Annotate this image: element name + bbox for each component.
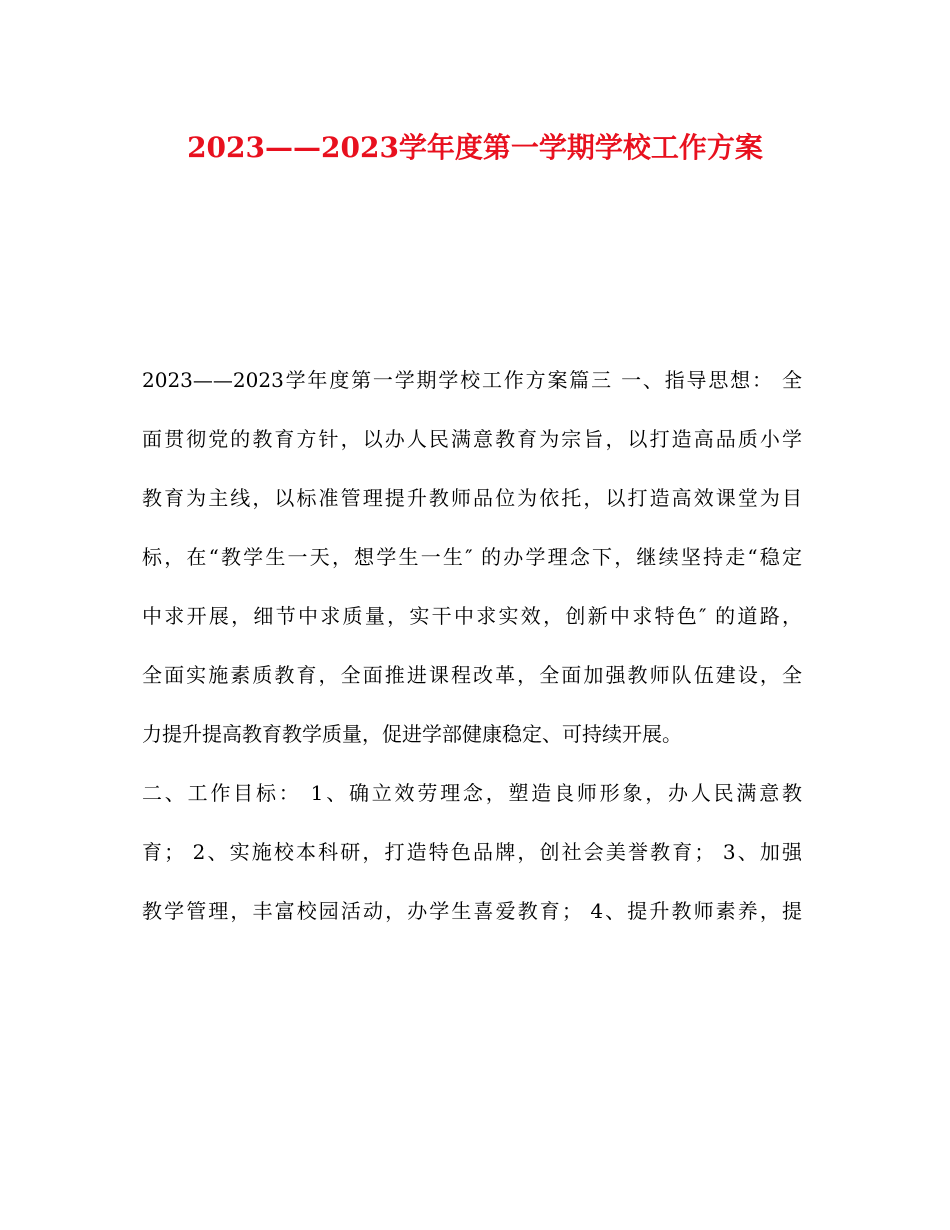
body-line: 全面实施素质教育，全面推进课程改革，全面加强教师队伍建设，全 xyxy=(142,663,802,687)
body-line: 育； 2、实施校本科研，打造特色品牌，创社会美誉教育； 3、加强 xyxy=(142,840,802,864)
body-line: 中求开展，细节中求质量，实干中求实效，创新中求特色″ 的道路， xyxy=(142,604,802,628)
body-line: 2023——2023学年度第一学期学校工作方案篇三 一、指导思想： 全 xyxy=(142,368,802,392)
body-line: 教学管理，丰富校园活动，办学生喜爱教育； 4、提升教师素养，提 xyxy=(142,899,802,923)
document-title: 2023——2023学年度第一学期学校工作方案 xyxy=(187,131,763,164)
document-body xyxy=(142,360,802,950)
body-line: 教育为主线，以标准管理提升教师品位为依托，以打造高效课堂为目 xyxy=(142,486,802,510)
body-line: 力提升提高教育教学质量，促进学部健康稳定、可持续开展。 xyxy=(142,722,682,746)
body-line: 标，在“教学生一天，想学生一生″ 的办学理念下，继续坚持走“稳定 xyxy=(142,545,802,569)
body-line: 二、工作目标： 1、确立效劳理念，塑造良师形象，办人民满意教 xyxy=(142,781,802,805)
body-line: 面贯彻党的教育方针，以办人民满意教育为宗旨，以打造高品质小学 xyxy=(142,427,802,451)
